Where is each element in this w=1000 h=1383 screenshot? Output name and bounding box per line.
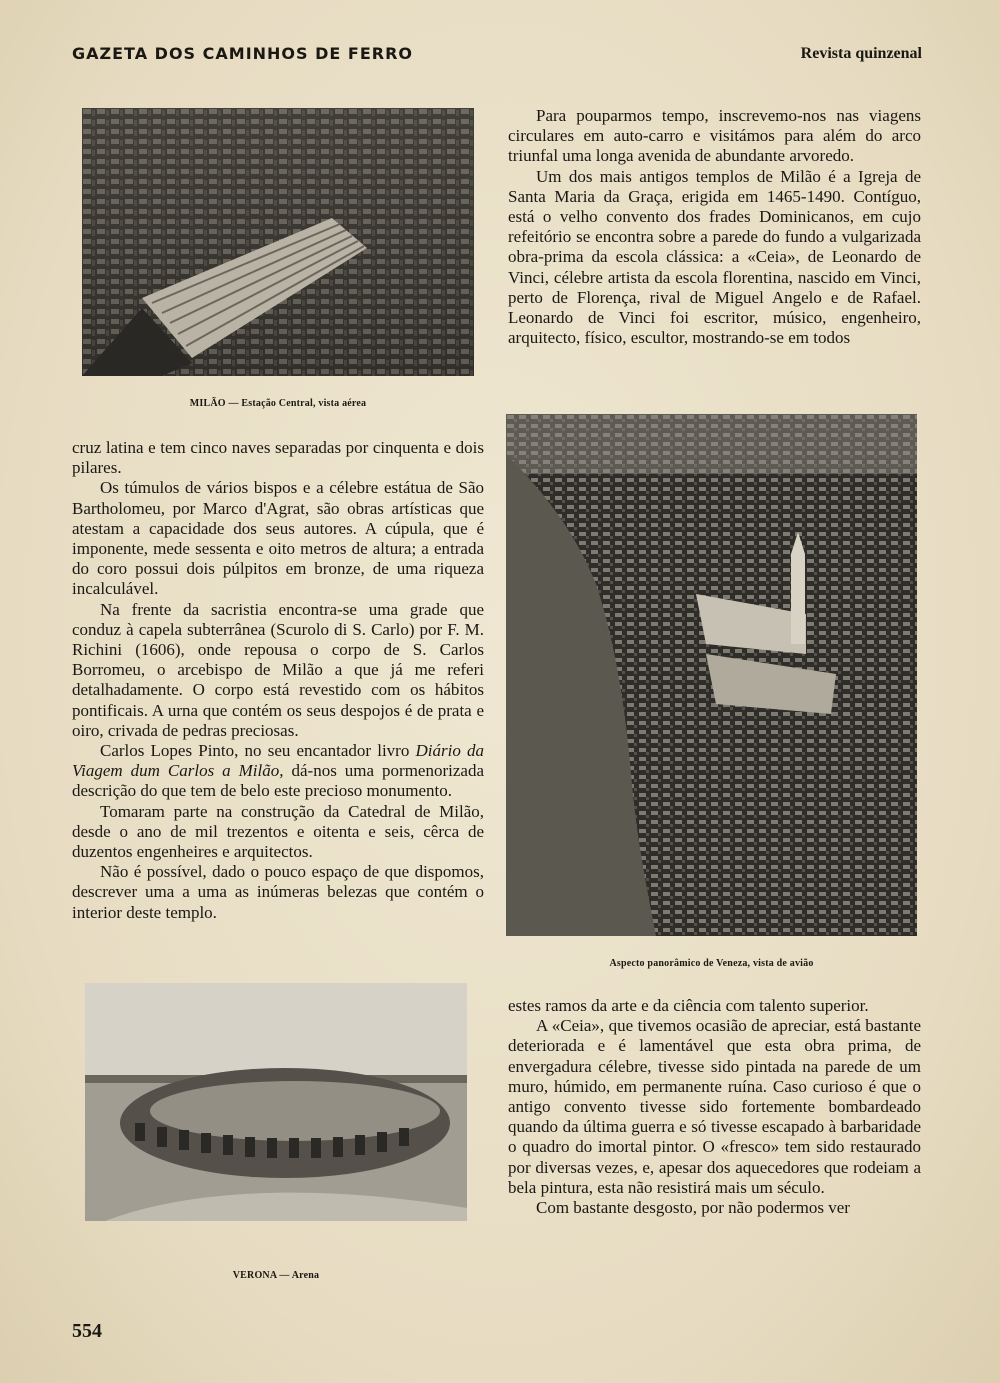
book-title: Diário da Viagem dum Carlos a Milão, [72, 741, 484, 781]
paragraph: Um dos mais antigos templos de Milão é a Igreja de Santa Maria da Graça, erigida em 1465-1490. Contíguo, está o velho convento dos frades Dominicanos, em cujo refeitório se encontra sobre a parede do fundo a vulgarizada obra-prima da escola clássica: a «Ceia», de Leonardo de Vinci, célebre artista da escola florentina, nascido em Vinci, perto de Florença, rival de Miguel Angelo e de Rafael. Leonardo de Vinci foi escritor, músico, engenheiro, arquitecto, físico, escultor, mostrando-se em todos [508, 166, 921, 348]
paragraph: Não é possível, dado o pouco espaço de que dispomos, descrever uma a uma as inúmeras belezas que contém o interior deste templo. [72, 862, 484, 922]
right-column-bottom-text [508, 996, 921, 1218]
milan-photo-caption: MILÃO — Estação Central, vista aérea [189, 398, 367, 409]
text-span: Carlos Lopes Pinto, no seu encantador livro [100, 741, 410, 761]
milan-station-photo [82, 108, 474, 376]
verona-arena-photo [85, 983, 467, 1221]
paragraph: Na frente da sacristia encontra-se uma grade que conduz à capela subterrânea (Scurolo di S. Carlo) por F. M. Richini (1606), onde repousa o corpo de S. Carlos Borromeu, o arcebispo de Milão a que já me referi detalhadamente. O corpo está revestido com os hábitos pontificais. A urna que contém os seus despojos é de prata e oiro, crivada de pedras preciosas. [72, 599, 484, 740]
paragraph: A «Ceia», que tivemos ocasião de apreciar, está bastante deteriorada e é lamentável que esta obra prima, de envergadura célebre, tivesse sido pintada na parede de um muro, húmido, em permanente ruína. Caso curioso é que o antigo convento tivesse sido fortemente bombardeado quando da última guerra e só tivesse escapado à barbaridade o quadro do imortal pintor. O «fresco» tem sido restaurado por diversas vezes, e, apesar dos aquecedores que rodeiam a bela pintura, esta não resistirá mais um século. [508, 1016, 921, 1197]
paragraph: cruz latina e tem cinco naves separadas por cinquenta e dois pilares. [72, 438, 484, 478]
magazine-subtitle: Revista quinzenal [800, 45, 922, 62]
venice-aerial-photo [506, 414, 917, 936]
milan-station-illustration [82, 108, 474, 376]
left-column-text [72, 438, 484, 923]
page-number: 554 [72, 1320, 102, 1342]
paragraph: Tomaram parte na construção da Catedral de Milão, desde o ano de mil trezentos e oitenta e seis, cêrca de duzentos engenheires e arquitectos. [72, 801, 484, 862]
paragraph: Com bastante desgosto, por não podermos ver [536, 1198, 850, 1218]
verona-arena-illustration [85, 983, 467, 1221]
paragraph: Os túmulos de vários bispos e a célebre estátua de São Bartholomeu, por Marco d'Agrat, são obras artísticas que atestam a capacidade dos seus autores. A cúpula, que é imponente, mede sessenta e oito metros de altura; a entrada do coro possui dois púlpitos em bronze, de uma riqueza incalculável. [72, 478, 484, 599]
verona-photo-caption: VERONA — Arena [232, 1270, 320, 1281]
magazine-title: GAZETA DOS CAMINHOS DE FERRO [72, 44, 414, 63]
text-span: dá-nos uma pormenorizada descrição do que tem de belo este precioso monumento. [72, 761, 484, 801]
venice-aerial-illustration [506, 414, 917, 936]
paragraph: estes ramos da arte e da ciência com talento superior. [508, 996, 869, 1015]
right-column-top-text [508, 106, 921, 348]
paragraph [72, 741, 484, 802]
venice-photo-caption: Aspecto panorâmico de Veneza, vista de avião [609, 958, 814, 969]
paragraph: Para pouparmos tempo, inscrevemo-nos nas viagens circulares em auto-carro e visitámos para além do arco triunfal uma longa avenida de abundante arvoredo. [508, 106, 921, 166]
